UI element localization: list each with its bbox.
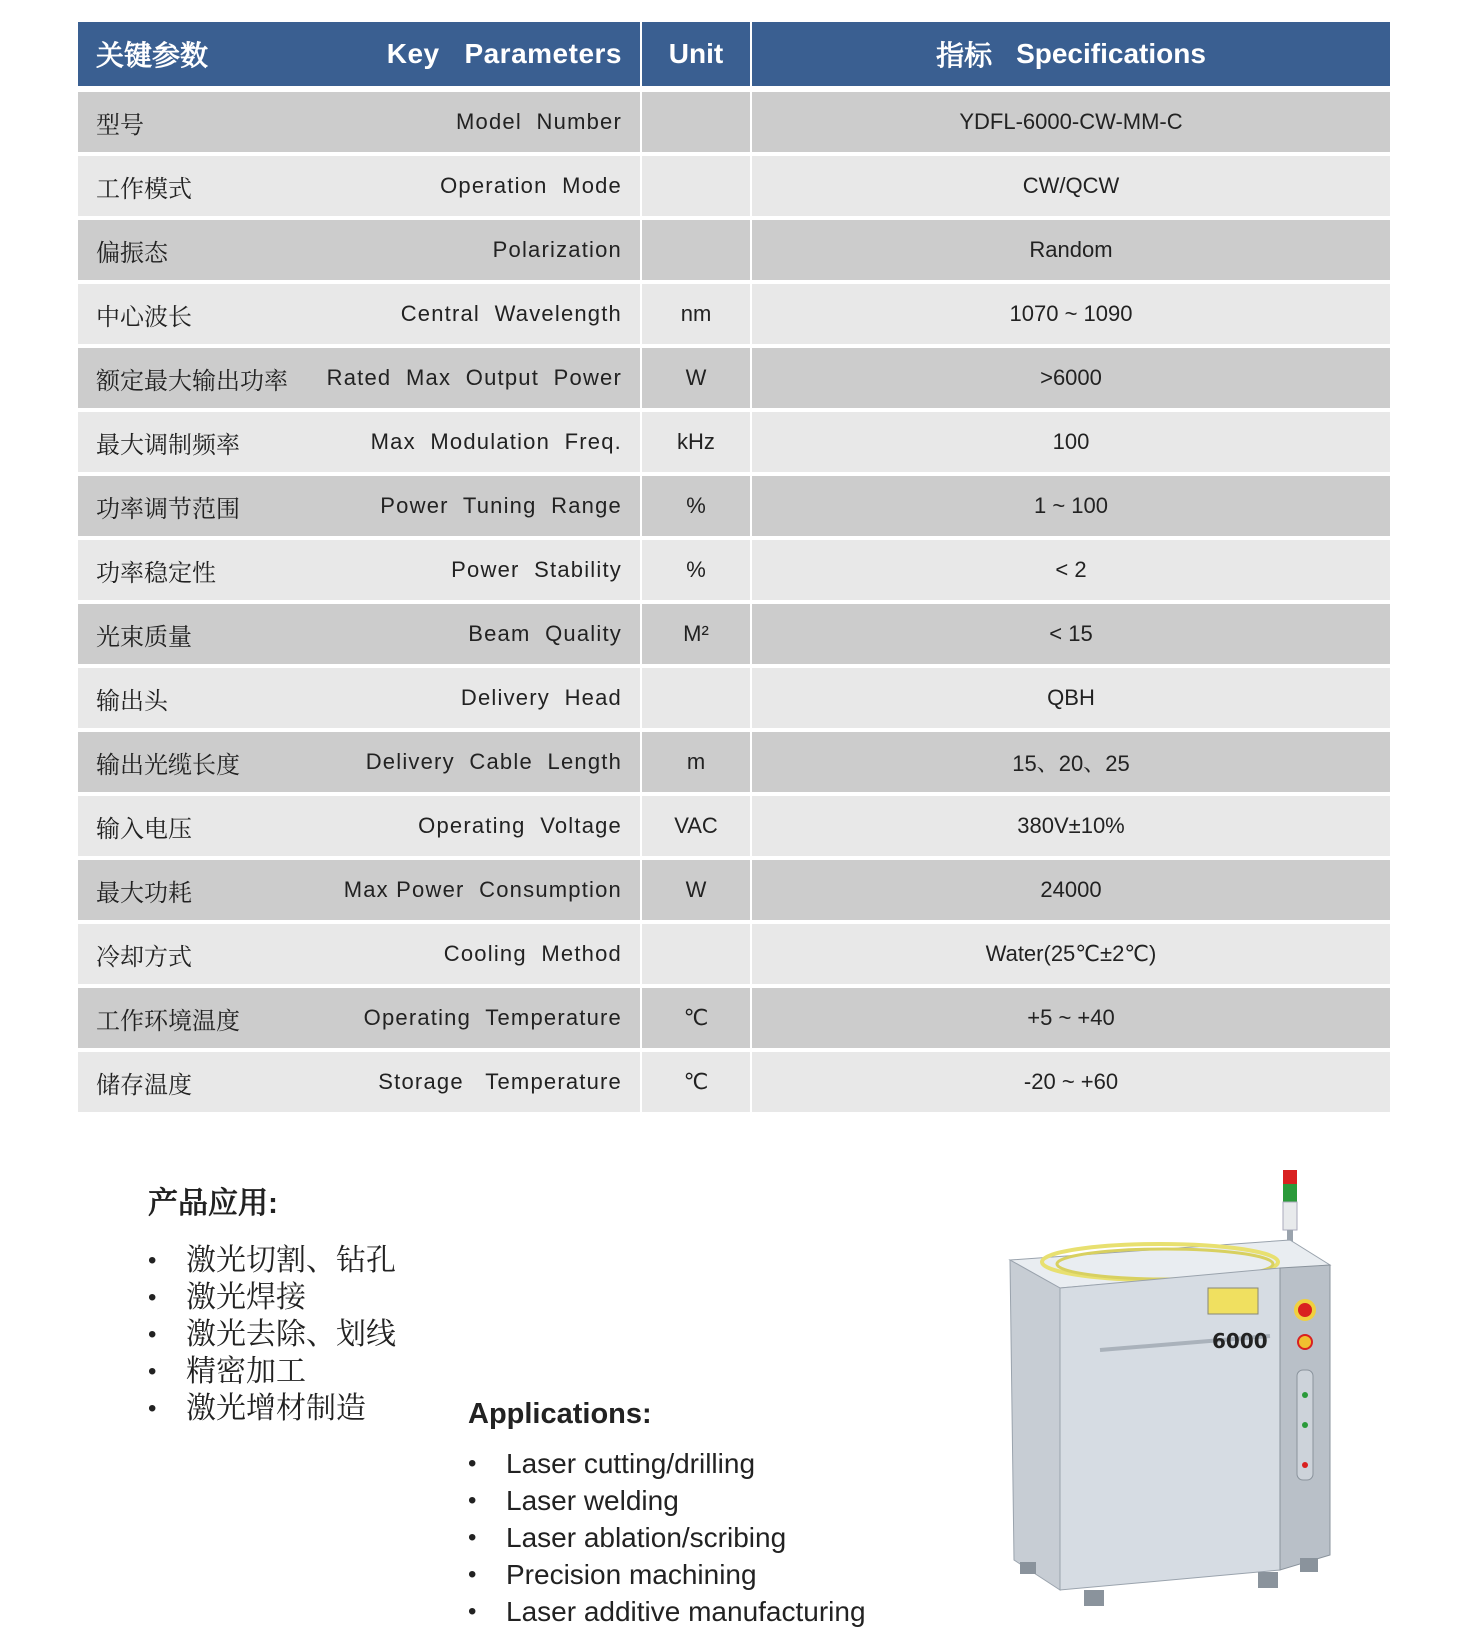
param-unit: [642, 668, 750, 728]
param-value: CW/QCW: [752, 156, 1390, 216]
param-value: YDFL-6000-CW-MM-C: [752, 92, 1390, 152]
param-name-zh: 工作模式: [96, 175, 192, 203]
param-name-zh: 最大调制频率: [96, 431, 240, 459]
table-row-param: [78, 476, 640, 536]
table-row-param: [78, 92, 640, 152]
emergency-stop-icon: [1296, 1301, 1314, 1319]
table-row-param: [78, 668, 640, 728]
param-value: 1 ~ 100: [752, 476, 1390, 536]
param-unit: ℃: [642, 1052, 750, 1112]
param-unit: W: [642, 860, 750, 920]
param-value: < 15: [752, 604, 1390, 664]
param-name-zh: 工作环境温度: [96, 1007, 240, 1035]
param-name-zh: 额定最大输出功率: [96, 367, 288, 395]
list-item: • Laser additive manufacturing: [468, 1593, 866, 1630]
table-row-param: [78, 796, 640, 856]
param-name-en: Max Modulation Freq.: [370, 429, 622, 454]
applications-zh-title: 产品应用:: [148, 1187, 278, 1220]
table-row-param: [78, 860, 640, 920]
param-value: >6000: [752, 348, 1390, 408]
cabinet-foot: [1020, 1562, 1036, 1574]
list-item: • Laser welding: [468, 1482, 866, 1519]
param-value: 100: [752, 412, 1390, 472]
param-name-zh: 最大功耗: [96, 879, 192, 907]
param-unit: VAC: [642, 796, 750, 856]
list-item: • 精密加工: [148, 1353, 396, 1390]
param-name-en: Operating Temperature: [363, 1005, 622, 1030]
param-name-zh: 型号: [96, 111, 144, 139]
header-unit: [642, 22, 750, 86]
header-specifications: [752, 22, 1390, 86]
param-name-zh: 中心波长: [96, 303, 192, 331]
param-name-en: Beam Quality: [468, 621, 622, 646]
header-spec-zh: 指标: [936, 40, 993, 71]
beacon-body: [1283, 1202, 1297, 1230]
cabinet-foot: [1084, 1590, 1104, 1606]
applications-en: [468, 1398, 866, 1630]
param-name-en: Max Power Consumption: [343, 877, 622, 902]
laser-product-image: [1000, 1170, 1360, 1620]
param-unit: ℃: [642, 988, 750, 1048]
param-name-en: Power Tuning Range: [380, 493, 622, 518]
param-name-zh: 功率调节范围: [96, 495, 240, 523]
table-row-param: [78, 604, 640, 664]
list-item: • 激光增材制造: [148, 1390, 396, 1427]
list-item: • 激光切割、钻孔: [148, 1242, 396, 1279]
param-name-zh: 储存温度: [96, 1071, 192, 1099]
list-item: • Laser ablation/scribing: [468, 1519, 866, 1556]
param-unit: nm: [642, 284, 750, 344]
param-value: 15、20、25: [752, 732, 1390, 792]
param-unit: [642, 220, 750, 280]
cabinet-foot: [1258, 1572, 1278, 1588]
param-name-en: Storage Temperature: [378, 1069, 622, 1094]
param-unit: %: [642, 540, 750, 600]
header-spec-en: Specifications: [1016, 38, 1206, 69]
param-name-en: Cooling Method: [443, 941, 622, 966]
param-name-en: Delivery Head: [460, 685, 622, 710]
header-key-zh: 关键参数: [96, 40, 209, 71]
param-unit: W: [642, 348, 750, 408]
table-row-param: [78, 540, 640, 600]
table-row-param: [78, 988, 640, 1048]
param-value: Water(25℃±2℃): [752, 924, 1390, 984]
table-row-param: [78, 412, 640, 472]
header-key-parameters: [78, 22, 640, 86]
header-unit-label: Unit: [668, 38, 724, 69]
list-item: • 激光焊接: [148, 1279, 396, 1316]
warning-label: [1208, 1288, 1258, 1314]
param-unit: [642, 924, 750, 984]
param-name-en: Polarization: [492, 237, 622, 262]
param-unit: [642, 156, 750, 216]
param-name-en: Central Wavelength: [400, 301, 622, 326]
cabinet-left-side: [1010, 1260, 1060, 1590]
status-led-icon: [1302, 1462, 1308, 1468]
applications-zh-list: [148, 1242, 396, 1427]
param-unit: %: [642, 476, 750, 536]
table-row-param: [78, 732, 640, 792]
param-unit: kHz: [642, 412, 750, 472]
applications-zh: [148, 1178, 396, 1427]
param-name-zh: 偏振态: [96, 239, 168, 267]
param-value: 380V±10%: [752, 796, 1390, 856]
cabinet-front: [1060, 1268, 1280, 1590]
beacon-green-light: [1283, 1184, 1297, 1202]
model-label: 6000: [1212, 1329, 1268, 1353]
param-name-zh: 光束质量: [96, 623, 192, 651]
param-name-zh: 冷却方式: [96, 943, 192, 971]
param-name-en: Operation Mode: [440, 173, 622, 198]
param-value: -20 ~ +60: [752, 1052, 1390, 1112]
table-row-param: [78, 924, 640, 984]
param-value: Random: [752, 220, 1390, 280]
param-unit: m: [642, 732, 750, 792]
beacon-red-light: [1283, 1170, 1297, 1184]
param-name-zh: 输出头: [96, 687, 168, 715]
param-value: 1070 ~ 1090: [752, 284, 1390, 344]
param-value: 24000: [752, 860, 1390, 920]
param-name-en: Rated Max Output Power: [326, 365, 622, 390]
param-value: +5 ~ +40: [752, 988, 1390, 1048]
param-name-zh: 输入电压: [96, 815, 192, 843]
table-row-param: [78, 284, 640, 344]
param-name-en: Operating Voltage: [418, 813, 622, 838]
key-switch-icon: [1298, 1335, 1312, 1349]
status-led-icon: [1302, 1392, 1308, 1398]
header-key-en: Key Parameters: [386, 38, 622, 69]
table-row-param: [78, 220, 640, 280]
list-item: • 激光去除、划线: [148, 1316, 396, 1353]
param-name-zh: 功率稳定性: [96, 559, 216, 587]
param-value: QBH: [752, 668, 1390, 728]
applications-en-list: [468, 1445, 866, 1630]
cabinet-foot: [1300, 1558, 1318, 1572]
param-name-en: Power Stability: [451, 557, 622, 582]
applications-en-title: Applications:: [468, 1398, 652, 1430]
param-name-en: Delivery Cable Length: [365, 749, 622, 774]
table-row-param: [78, 348, 640, 408]
param-value: < 2: [752, 540, 1390, 600]
table-row-param: [78, 156, 640, 216]
spec-table: [78, 22, 1390, 1116]
param-unit: M²: [642, 604, 750, 664]
list-item: • Precision machining: [468, 1556, 866, 1593]
param-name-zh: 输出光缆长度: [96, 751, 240, 779]
param-name-en: Model Number: [456, 109, 622, 134]
param-unit: [642, 92, 750, 152]
status-led-icon: [1302, 1422, 1308, 1428]
table-row-param: [78, 1052, 640, 1112]
list-item: • Laser cutting/drilling: [468, 1445, 866, 1482]
